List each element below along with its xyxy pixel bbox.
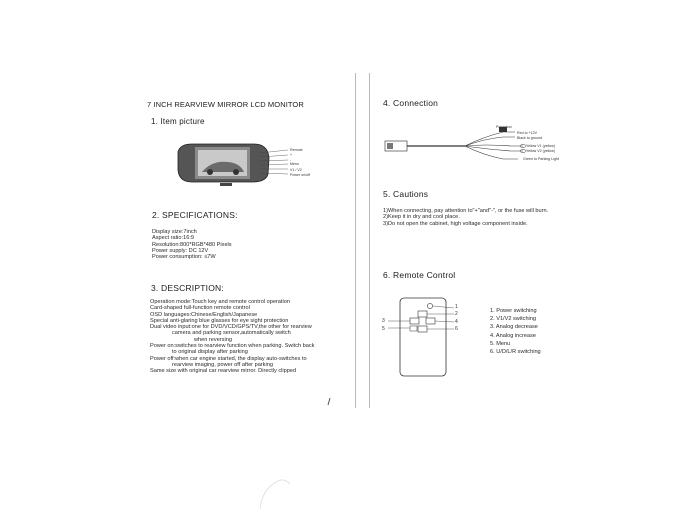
label-red: Red to +12V [517,131,538,135]
remote-legend-item: 1. Power switching [490,308,537,314]
spec-line: Power consumption: ≤7W [152,254,216,261]
remote-callout-6: 6 [455,326,458,332]
remote-legend [490,307,541,356]
description-list [150,299,314,375]
specifications-heading: 2. SPECIFICATIONS: [152,210,238,220]
label-green: Green to Parking Light [523,157,559,161]
cautions-list [383,208,548,227]
manual-title: 7 INCH REARVIEW MIRROR LCD MONITOR [147,100,304,109]
label-yellow-v1: Yellow V1 (yellow) [526,144,556,148]
callout-power: Power on/off [290,173,311,177]
description-line: Operation mode:Touch key and remote control operation [150,299,290,305]
remote-legend-item: 5. Menu [490,340,511,347]
callout-menu: Menu [290,162,299,166]
label-yellow-v2: Yellow V2 (yellow) [526,149,556,153]
caution-line: 3)Do not open the cabinet, high voltage component inside. [383,220,528,227]
spec-line: Display size:7inch [152,229,197,235]
description-heading: 3. DESCRIPTION: [151,283,224,293]
connection-heading: 4. Connection [383,98,439,108]
remote-legend-item: 4. Analog increase [490,332,537,339]
remote-callout-1: 1 [455,304,458,310]
remote-control-drawing [390,296,460,378]
spec-line: Power supply: DC 12V [152,247,209,254]
remote-legend-item: 2. V1/V2 switching [490,316,537,323]
remote-callout-4: 4 [455,319,458,325]
description-line: to original display after parking [172,349,248,356]
callout-remote: Remote [290,148,303,152]
caution-line: 1)When connecting, pay attention to"+"and"-", or the fuse will burn. [383,208,549,214]
item-picture-heading: 1. Item picture [151,117,205,126]
spec-line: Aspect ratio:16:9 [152,235,194,242]
label-black: Black to ground [517,136,542,140]
page-edge-left [355,73,356,408]
description-line: Card-shaped full-function remote control [150,305,250,312]
description-line: OSD languages:Chinese/English/Japanese [150,311,258,318]
scan-smudge [250,468,310,509]
remote-legend-item: 3. Analog decrease [490,324,538,331]
callout-v1v2: V1 / V2 [290,168,302,172]
remote-control-heading: 6. Remote Control [383,270,456,280]
description-line: Dual video input:one for DVD/VCD/GPS/TV,the other for rearview [150,324,312,331]
caution-line: 2)Keep it in dry and cool place. [383,214,460,221]
cautions-heading: 5. Cautions [383,189,429,199]
page-edge-right [369,73,370,408]
mirror-monitor-illustration [170,138,300,190]
specifications-list [152,229,232,260]
callout-minus: - [290,158,292,162]
description-line: rearview imaging, power off after parking [172,361,273,368]
description-line: Power on:switches to rearview function when parking. Switch back [150,343,315,350]
description-line: Power off:when car engine started, the display auto-switches to [150,355,307,362]
remote-legend-item: 6. U/D/L/R switching [490,349,541,356]
remote-callout-3: 3 [382,318,385,324]
stray-mark [326,398,332,406]
description-line: camera and parking sensor,automatically switch [172,330,291,337]
spec-line: Resolution:800*RGB*480 Pixels [152,241,232,248]
description-line: Special anti-glaring blue glasses for eye sight protection [150,317,289,324]
remote-callout-5: 5 [382,326,385,332]
label-powerbox: Powerbox [496,125,512,129]
description-line: when reversing [194,336,232,343]
description-line: Same size with original car rearview mirror. Directly clipped [150,368,297,375]
remote-callout-2: 2 [455,311,458,317]
callout-plus: + [290,153,293,157]
